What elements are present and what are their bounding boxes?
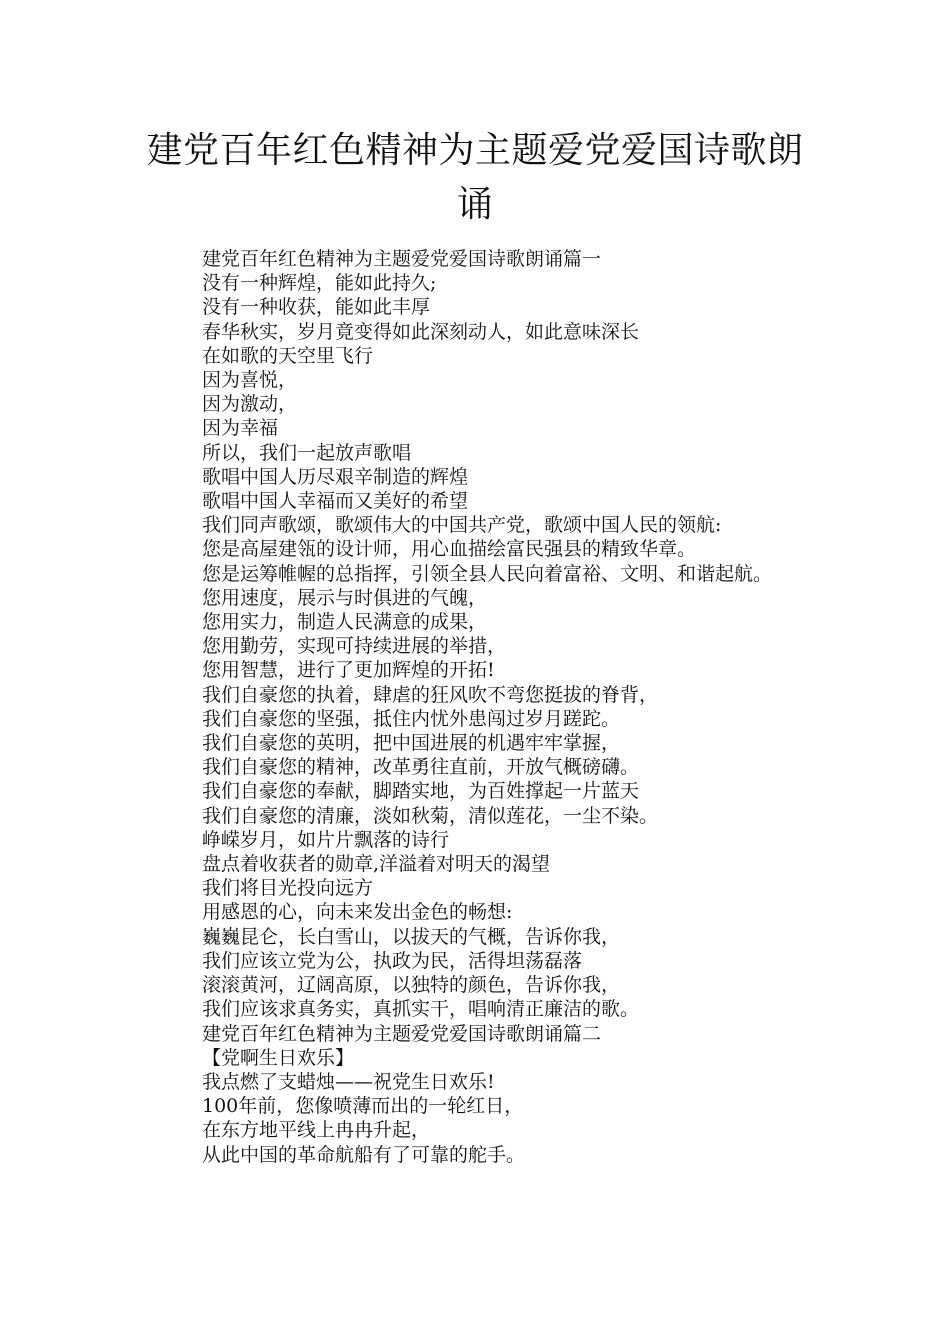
text-line: 我们自豪您的清廉，淡如秋菊，清似莲花，一尘不染。	[202, 804, 659, 827]
text-line: 您用速度，展示与时俱进的气魄，	[202, 586, 488, 609]
text-line: 建党百年红色精神为主题爱党爱国诗歌朗诵篇一	[202, 248, 602, 270]
text-line: 在东方地平线上冉冉升起，	[202, 1119, 431, 1142]
document-title: 建党百年红色精神为主题爱党爱国诗歌朗诵	[146, 130, 804, 225]
text-line: 我们应该立党为公，执政为民，活得坦荡磊落	[202, 949, 583, 972]
text-line: 我们自豪您的精神，改革勇往直前，开放气概磅礴。	[202, 756, 640, 779]
text-line: 歌唱中国人幸福而又美好的希望	[202, 490, 469, 513]
text-line: 歌唱中国人历尽艰辛制造的辉煌	[202, 465, 469, 488]
text-line: 峥嵘岁月，如片片飘落的诗行	[202, 828, 450, 851]
text-line: 我们自豪您的坚强，抵住内忧外患闯过岁月蹉跎。	[202, 707, 621, 730]
text-line: 没有一种收获，能如此丰厚	[202, 296, 431, 319]
section-heading: 建党百年红色精神为主题爱党爱国诗歌朗诵篇二	[202, 1022, 602, 1045]
text-line: 没有一种辉煌，能如此持久;	[202, 272, 437, 295]
text-line: 因为激动，	[202, 393, 298, 416]
text-line: 用感恩的心，向未来发出金色的畅想:	[202, 901, 513, 924]
text-line: 您用智慧，进行了更加辉煌的开拓!	[202, 659, 495, 682]
text-line: 我们自豪您的英明，把中国进展的机遇牢牢掌握，	[202, 732, 621, 755]
text-line: 您是高屋建瓴的设计师，用心血描绘富民强县的精致华章。	[202, 538, 697, 561]
text-line: 您用勤劳，实现可持续进展的举措，	[202, 635, 507, 658]
text-line: 巍巍昆仑，长白雪山，以拔天的气概，告诉你我，	[202, 925, 621, 948]
text-line: 在如歌的天空里飞行	[202, 344, 374, 367]
text-line: 因为喜悦，	[202, 369, 298, 392]
text-paragraph: 您是运筹帷幄的总指挥，引领全县人民向着富裕、文明、和谐起航。	[202, 562, 773, 585]
text-line: 从此中国的革命航船有了可靠的舵手。	[202, 1143, 526, 1166]
text-line: 因为幸福	[202, 417, 279, 440]
text-line: 100年前，您像喷薄而出的一轮红日，	[202, 1095, 524, 1118]
document-body	[145, 247, 815, 1167]
text-line: 我们自豪您的奉献，脚踏实地，为百姓撑起一片蓝天	[202, 780, 640, 803]
text-line: 我们将目光投向远方	[202, 877, 374, 900]
text-line: 盘点着收获者的勋章,洋溢着对明天的渴望	[202, 853, 551, 876]
text-line: 我点燃了支蜡烛——祝党生日欢乐!	[202, 1070, 495, 1093]
text-line: 我们同声歌颂，歌颂伟大的中国共产党，歌颂中国人民的领航:	[202, 514, 722, 537]
poem-title: 【党啊生日欢乐】	[202, 1046, 355, 1069]
text-line: 您用实力，制造人民满意的成果，	[202, 611, 488, 634]
text-line: 我们应该求真务实，真抓实干，唱响清正廉洁的歌。	[202, 998, 640, 1021]
text-line: 滚滚黄河，辽阔高原，以独特的颜色，告诉你我，	[202, 974, 621, 997]
text-line: 春华秋实，岁月竟变得如此深刻动人，如此意味深长	[202, 320, 640, 343]
text-line: 所以，我们一起放声歌唱	[202, 441, 412, 464]
text-line: 我们自豪您的执着，肆虐的狂风吹不弯您挺拔的脊背，	[202, 683, 659, 706]
